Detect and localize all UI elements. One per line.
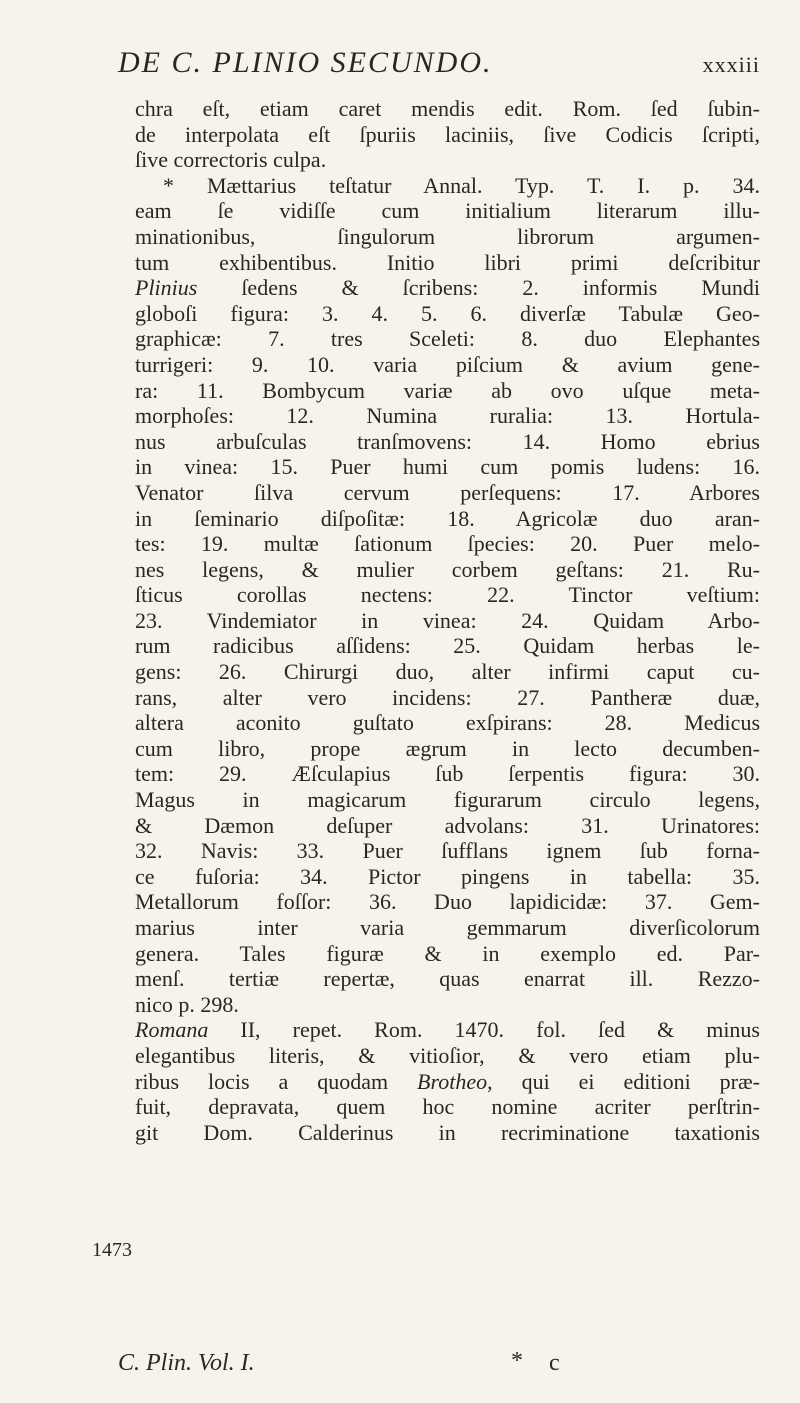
text-line: graphicæ: 7. tres Sceleti: 8. duo Elephantes bbox=[135, 326, 760, 352]
text-line: minationibus, ſingulorum librorum argumen- bbox=[135, 223, 760, 249]
text-line: git Dom. Calderinus in recriminatione taxationis bbox=[135, 1119, 760, 1145]
running-title: DE C. PLINIO SECUNDO. bbox=[118, 46, 493, 79]
text-line: gens: 26. Chirurgi duo, alter infirmi caput cu- bbox=[135, 659, 760, 685]
text-line: ce fuſoria: 34. Pictor pingens in tabella: 35. bbox=[135, 863, 760, 889]
text-line: Plinius ſedens & ſcribens: 2. informis Mundi bbox=[135, 275, 760, 301]
signature-title: C. Plin. Vol. I. bbox=[118, 1350, 255, 1376]
text-line: cum libro, prope ægrum in lecto decumben- bbox=[135, 735, 760, 761]
text-line: rans, alter vero incidens: 27. Pantheræ duæ, bbox=[135, 684, 760, 710]
text-line: * Mættarius teſtatur Annal. Typ. T. I. p. 34. bbox=[163, 172, 760, 198]
text-line: menſ. tertiæ repertæ, quas enarrat ill. Rezzo- bbox=[135, 966, 760, 992]
text-line: morphoſes: 12. Numina ruralia: 13. Hortula- bbox=[135, 403, 760, 429]
text-line: nes legens, & mulier corbem geſtans: 21. Ru- bbox=[135, 556, 760, 582]
text-line: eam ſe vidiſſe cum initialium literarum illu- bbox=[135, 198, 760, 224]
text-line: Magus in magicarum figurarum circulo legens, bbox=[135, 787, 760, 813]
text-line: fuit, depravata, quem hoc nomine acriter perſtrin- bbox=[135, 1094, 760, 1120]
page-footer bbox=[118, 1350, 678, 1382]
text-line: globoſi figura: 3. 4. 5. 6. diverſæ Tabulæ Geo- bbox=[135, 300, 760, 326]
text-line: tum exhibentibus. Initio libri primi deſcribitur bbox=[135, 249, 760, 275]
text-line: ribus locis a quodam Brotheo, qui ei editioni præ- bbox=[135, 1068, 760, 1094]
page-header bbox=[118, 46, 760, 90]
text-line: Romana II, repet. Rom. 1470. fol. ſed & minus bbox=[135, 1017, 760, 1043]
text-line: rum radicibus aſſidens: 25. Quidam herbas le- bbox=[135, 633, 760, 659]
page-number: xxxiii bbox=[702, 52, 760, 77]
text-line: 23. Vindemiator in vinea: 24. Quidam Arbo- bbox=[135, 607, 760, 633]
text-line: marius inter varia gemmarum diverſicolorum bbox=[135, 915, 760, 940]
text-line: tes: 19. multæ ſationum ſpecies: 20. Puer melo- bbox=[135, 531, 760, 557]
text-line: in vinea: 15. Puer humi cum pomis ludens: 16. bbox=[135, 454, 760, 480]
body-text bbox=[135, 96, 760, 1145]
signature-star: * bbox=[511, 1348, 523, 1374]
text-line: chra eſt, etiam caret mendis edit. Rom. ſed ſubin- bbox=[135, 96, 760, 121]
margin-year: 1473 bbox=[92, 1239, 132, 1261]
text-line: ra: 11. Bombycum variæ ab ovo uſque meta- bbox=[135, 377, 760, 403]
text-line: ſive correctoris culpa. bbox=[135, 147, 327, 173]
text-line: genera. Tales figuræ & in exemplo ed. Par- bbox=[135, 940, 760, 966]
text-line: nico p. 298. bbox=[135, 991, 239, 1017]
text-line: turrigeri: 9. 10. varia piſcium & avium gene- bbox=[135, 351, 760, 377]
text-line: & Dæmon deſuper advolans: 31. Urinatores: bbox=[135, 812, 760, 838]
text-line: nus arbuſculas tranſmovens: 14. Homo ebrius bbox=[135, 428, 760, 454]
text-line: elegantibus literis, & vitioſior, & vero etiam plu- bbox=[135, 1042, 760, 1068]
text-line: 32. Navis: 33. Puer ſufflans ignem ſub forna- bbox=[135, 838, 760, 864]
text-line: in ſeminario diſpoſitæ: 18. Agricolæ duo aran- bbox=[135, 505, 760, 531]
text-line: de interpolata eſt ſpuriis laciniis, ſive Codicis ſcripti, bbox=[135, 121, 760, 147]
text-line: Metallorum foſſor: 36. Duo lapidicidæ: 37. Gem- bbox=[135, 889, 760, 915]
text-line: ſticus corollas nectens: 22. Tinctor veſtium: bbox=[135, 582, 760, 608]
text-line: Venator ſilva cervum perſequens: 17. Arbores bbox=[135, 479, 760, 505]
text-line: altera aconito guſtato exſpirans: 28. Medicus bbox=[135, 710, 760, 736]
text-line: tem: 29. Æſculapius ſub ſerpentis figura: 30. bbox=[135, 761, 760, 787]
signature-letter: c bbox=[549, 1350, 560, 1376]
